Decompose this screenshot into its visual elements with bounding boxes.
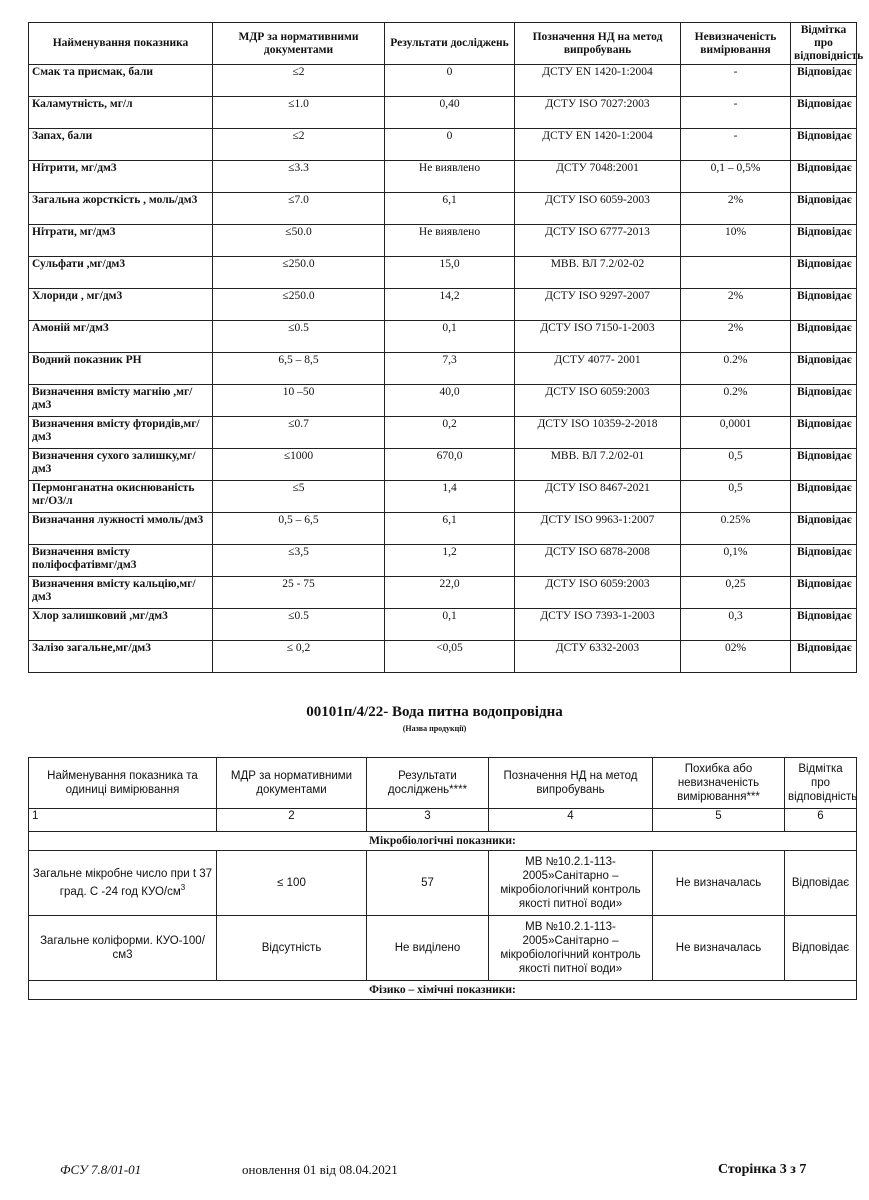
table-row — [29, 193, 857, 225]
table-row — [29, 417, 857, 449]
uncertainty-value — [681, 257, 791, 289]
table1-header-uncertainty: Невизначеність вимірювання — [681, 23, 791, 65]
table-row — [29, 851, 857, 916]
table-row — [29, 481, 857, 513]
indicator-name: Смак та присмак, бали — [29, 65, 213, 97]
compliance-mark: Відповідає — [785, 851, 857, 916]
compliance-mark: Відповідає — [791, 161, 857, 193]
table1-header-result: Результати досліджень — [385, 23, 515, 65]
indicator-name: Хлориди , мг/дм3 — [29, 289, 213, 321]
compliance-mark: Відповідає — [791, 257, 857, 289]
mdr-value: 0,5 – 6,5 — [213, 513, 385, 545]
mdr-value: 10 –50 — [213, 385, 385, 417]
table-row — [29, 353, 857, 385]
indicator-name: Сульфати ,мг/дм3 — [29, 257, 213, 289]
method-value: ДСТУ 4077- 2001 — [515, 353, 681, 385]
mdr-value: ≤3,5 — [213, 545, 385, 577]
uncertainty-value: 0,0001 — [681, 417, 791, 449]
table-row — [29, 225, 857, 257]
indicator-name: Нітрати, мг/дм3 — [29, 225, 213, 257]
result-value: 6,1 — [385, 513, 515, 545]
table1-header-method: Позначення НД на метод випробувань — [515, 23, 681, 65]
method-value: ДСТУ ISO 8467-2021 — [515, 481, 681, 513]
column-number: 2 — [217, 809, 367, 832]
method-value: МВ №10.2.1-113-2005»Санітарно – мікробіологічний контроль якості питної води» — [489, 851, 653, 916]
product-subtitle: (Назва продукції) — [402, 724, 467, 733]
column-number: 1 — [29, 809, 217, 832]
indicator-name: Загальна жорсткість , моль/дм3 — [29, 193, 213, 225]
result-value: 0 — [385, 65, 515, 97]
mdr-value: Відсутність — [217, 916, 367, 981]
mdr-value: ≤50.0 — [213, 225, 385, 257]
compliance-mark: Відповідає — [791, 353, 857, 385]
uncertainty-value: 2% — [681, 289, 791, 321]
compliance-mark: Відповідає — [791, 97, 857, 129]
uncertainty-value: 0,3 — [681, 609, 791, 641]
method-value: ДСТУ EN 1420-1:2004 — [515, 65, 681, 97]
mdr-value: ≤250.0 — [213, 257, 385, 289]
method-value: ДСТУ ISO 6059-2003 — [515, 193, 681, 225]
indicator-name: Амоній мг/дм3 — [29, 321, 213, 353]
mdr-value: ≤0.7 — [213, 417, 385, 449]
compliance-mark: Відповідає — [791, 481, 857, 513]
mdr-value: 25 - 75 — [213, 577, 385, 609]
table-row — [29, 577, 857, 609]
method-value: МВВ. ВЛ 7.2/02-01 — [515, 449, 681, 481]
compliance-mark: Відповідає — [791, 609, 857, 641]
table1-header-mdr: МДР за нормативними документами — [213, 23, 385, 65]
compliance-mark: Відповідає — [791, 129, 857, 161]
compliance-mark: Відповідає — [791, 417, 857, 449]
table-row — [29, 65, 857, 97]
table-row — [29, 513, 857, 545]
uncertainty-value: Не визначалась — [653, 916, 785, 981]
indicator-name: Запах, бали — [29, 129, 213, 161]
indicator-name: Загальне мікробне число при t 37 град. С -24 год КУО/$см^3$ — [29, 851, 217, 916]
section-row-physico-chemical — [29, 981, 857, 1000]
uncertainty-value: 0,5 — [681, 481, 791, 513]
method-value: МВ №10.2.1-113-2005»Санітарно – мікробіологічний контроль якості питної води» — [489, 916, 653, 981]
result-value: 670,0 — [385, 449, 515, 481]
indicator-name: Пермонганатна окиснюваність мг/О3/л — [29, 481, 213, 513]
mdr-value: ≤2 — [213, 129, 385, 161]
table-row — [29, 161, 857, 193]
result-value: Не виділено — [367, 916, 489, 981]
compliance-mark: Відповідає — [791, 321, 857, 353]
compliance-mark: Відповідає — [791, 385, 857, 417]
table-row — [29, 449, 857, 481]
result-value: 1,2 — [385, 545, 515, 577]
method-value: ДСТУ ISO 6059:2003 — [515, 385, 681, 417]
result-value: 0,40 — [385, 97, 515, 129]
method-value: ДСТУ 7048:2001 — [515, 161, 681, 193]
table-row — [29, 97, 857, 129]
compliance-mark: Відповідає — [785, 916, 857, 981]
table-row — [29, 385, 857, 417]
indicator-name: Визначення вмісту кальцію,мг/дм3 — [29, 577, 213, 609]
column-number: 4 — [489, 809, 653, 832]
method-value: ДСТУ ISO 7150-1-2003 — [515, 321, 681, 353]
column-number: 5 — [653, 809, 785, 832]
footer-revision: оновлення 01 від 08.04.2021 — [242, 1162, 398, 1177]
uncertainty-value: 0.2% — [681, 353, 791, 385]
result-value: 0,2 — [385, 417, 515, 449]
result-value: <0,05 — [385, 641, 515, 673]
mdr-value: ≤ 100 — [217, 851, 367, 916]
table-row — [29, 321, 857, 353]
uncertainty-value: 0,5 — [681, 449, 791, 481]
footer-page-number: Сторінка 3 з 7 — [718, 1162, 807, 1177]
results-table-physico-chemical — [28, 22, 864, 673]
result-value: 57 — [367, 851, 489, 916]
method-value: ДСТУ ISO 7393-1-2003 — [515, 609, 681, 641]
compliance-mark: Відповідає — [791, 641, 857, 673]
table2-header-uncertainty: Похибка або невизначеність вимірювання*** — [653, 758, 785, 809]
uncertainty-value: 02% — [681, 641, 791, 673]
method-value: ДСТУ ISO 9963-1:2007 — [515, 513, 681, 545]
method-value: ДСТУ ISO 6777-2013 — [515, 225, 681, 257]
uncertainty-value: 2% — [681, 321, 791, 353]
indicator-name: Водний показник РН — [29, 353, 213, 385]
mdr-value: ≤3.3 — [213, 161, 385, 193]
table1-header-mark: Відмітка про відповідність — [791, 23, 857, 65]
result-value: 15,0 — [385, 257, 515, 289]
table2-header-result: Результати досліджень**** — [367, 758, 489, 809]
uncertainty-value: 10% — [681, 225, 791, 257]
method-value: ДСТУ ISO 6059:2003 — [515, 577, 681, 609]
indicator-name: Визначення вмісту магнію ,мг/дм3 — [29, 385, 213, 417]
method-value: ДСТУ ISO 9297-2007 — [515, 289, 681, 321]
table2-header-mdr: МДР за нормативними документами — [217, 758, 367, 809]
result-value: 1,4 — [385, 481, 515, 513]
result-value: 0,1 — [385, 321, 515, 353]
mdr-value: ≤0.5 — [213, 321, 385, 353]
mdr-value: ≤0.5 — [213, 609, 385, 641]
table2-column-numbers-row — [29, 809, 857, 832]
mdr-value: ≤1000 — [213, 449, 385, 481]
mdr-value: ≤2 — [213, 65, 385, 97]
compliance-mark: Відповідає — [791, 577, 857, 609]
compliance-mark: Відповідає — [791, 513, 857, 545]
compliance-mark: Відповідає — [791, 545, 857, 577]
mdr-value: ≤7.0 — [213, 193, 385, 225]
table-row — [29, 641, 857, 673]
indicator-name: Визначення вмісту фторидів,мг/дм3 — [29, 417, 213, 449]
method-value: ДСТУ EN 1420-1:2004 — [515, 129, 681, 161]
mdr-value: ≤1.0 — [213, 97, 385, 129]
method-value: ДСТУ 6332-2003 — [515, 641, 681, 673]
mdr-value: ≤5 — [213, 481, 385, 513]
table-row — [29, 289, 857, 321]
footer-form-code: ФСУ 7.8/01-01 — [60, 1162, 142, 1177]
result-value: 22,0 — [385, 577, 515, 609]
uncertainty-value: - — [681, 65, 791, 97]
uncertainty-value: 0.25% — [681, 513, 791, 545]
uncertainty-value: 0,25 — [681, 577, 791, 609]
section-title-microbiological: Мікробіологічні показники: — [29, 832, 857, 851]
indicator-name: Каламутність, мг/л — [29, 97, 213, 129]
compliance-mark: Відповідає — [791, 225, 857, 257]
result-value: 6,1 — [385, 193, 515, 225]
indicator-name: Залізо загальне,мг/дм3 — [29, 641, 213, 673]
column-number: 3 — [367, 809, 489, 832]
table2-header-method: Позначення НД на метод випробувань — [489, 758, 653, 809]
result-value: 7,3 — [385, 353, 515, 385]
mdr-value: 6,5 – 8,5 — [213, 353, 385, 385]
method-value: ДСТУ ISO 6878-2008 — [515, 545, 681, 577]
table-row — [29, 916, 857, 981]
table2-header-mark: Відмітка про відповідність — [785, 758, 857, 809]
section-title-physico-chemical: Фізико – хімічні показники: — [29, 981, 857, 1000]
indicator-name: Визначання лужності ммоль/дм3 — [29, 513, 213, 545]
table-row — [29, 609, 857, 641]
compliance-mark: Відповідає — [791, 65, 857, 97]
table-row — [29, 545, 857, 577]
uncertainty-value: - — [681, 97, 791, 129]
result-value: 14,2 — [385, 289, 515, 321]
uncertainty-value: 0,1% — [681, 545, 791, 577]
mdr-value: ≤ 0,2 — [213, 641, 385, 673]
table1-header-name: Найменування показника — [29, 23, 213, 65]
table-row — [29, 257, 857, 289]
product-title: 00101п/4/22- Вода питна водопровідна — [306, 704, 563, 720]
column-number: 6 — [785, 809, 857, 832]
result-value: 0 — [385, 129, 515, 161]
table1-header-row — [29, 23, 857, 65]
indicator-name: Нітрити, мг/дм3 — [29, 161, 213, 193]
result-value: Не виявлено — [385, 161, 515, 193]
method-value: ДСТУ ISO 7027:2003 — [515, 97, 681, 129]
table-row — [29, 129, 857, 161]
table2-header-row — [29, 758, 857, 809]
result-value: 40,0 — [385, 385, 515, 417]
indicator-name: Визначення сухого залишку,мг/дм3 — [29, 449, 213, 481]
uncertainty-value: - — [681, 129, 791, 161]
method-value: ДСТУ ISO 10359-2-2018 — [515, 417, 681, 449]
indicator-name: Загальне коліформи. КУО-100/см3 — [29, 916, 217, 981]
table2-header-name: Найменування показника та одиниці вимірювання — [29, 758, 217, 809]
uncertainty-value: 2% — [681, 193, 791, 225]
result-value: 0,1 — [385, 609, 515, 641]
compliance-mark: Відповідає — [791, 449, 857, 481]
uncertainty-value: 0,1 – 0,5% — [681, 161, 791, 193]
uncertainty-value: 0.2% — [681, 385, 791, 417]
results-table-microbiological — [28, 757, 857, 1000]
compliance-mark: Відповідає — [791, 289, 857, 321]
uncertainty-value: Не визначалась — [653, 851, 785, 916]
result-value: Не виявлено — [385, 225, 515, 257]
indicator-name: Визначення вмісту поліфосфатівмг/дм3 — [29, 545, 213, 577]
method-value: МВВ. ВЛ 7.2/02-02 — [515, 257, 681, 289]
section-row-microbiological — [29, 832, 857, 851]
mdr-value: ≤250.0 — [213, 289, 385, 321]
compliance-mark: Відповідає — [791, 193, 857, 225]
indicator-name: Хлор залишковий ,мг/дм3 — [29, 609, 213, 641]
